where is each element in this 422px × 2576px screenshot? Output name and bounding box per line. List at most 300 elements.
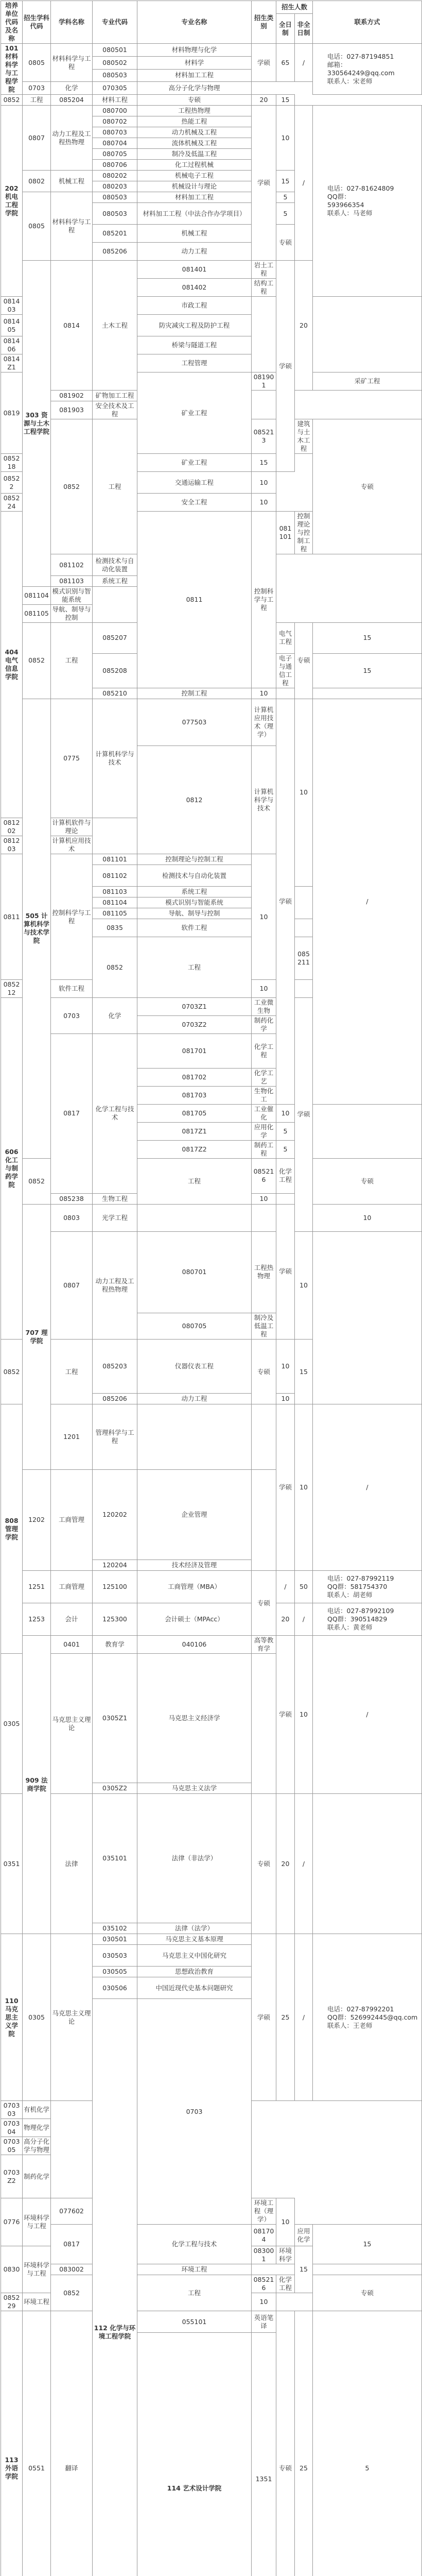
major-name-cell: 工业催化 — [252, 1105, 276, 1123]
discipline-name-cell: 控制科学与工程 — [252, 512, 276, 688]
full-time-cell: 20 — [252, 95, 276, 106]
major-name-cell: 材料加工工程 — [137, 192, 252, 203]
major-code-cell: 081102 — [51, 554, 93, 576]
major-code-cell: 081703 — [137, 1087, 252, 1105]
contact-line: 联系人：宋老师 — [327, 77, 420, 86]
category-cell: 专硕 — [276, 2311, 295, 2576]
discipline-code-cell: 0819 — [1, 372, 23, 454]
full-time-cell: 10 — [276, 1394, 295, 1404]
major-code-cell: 085212 — [1, 980, 23, 998]
part-time-cell: / — [313, 699, 422, 1105]
contact-cell — [313, 1571, 422, 1603]
major-name-cell: 材料物理与化学 — [137, 44, 252, 57]
discipline-name-cell: 工程 — [51, 1340, 93, 1404]
table-body — [1, 44, 422, 2576]
major-code-cell: 080502 — [93, 56, 137, 69]
major-code-cell: 085204 — [51, 95, 93, 106]
major-code-cell: 055101 — [137, 2311, 252, 2333]
major-code-cell: 081903 — [51, 401, 93, 419]
major-code-cell: 081406 — [1, 336, 23, 354]
major-code-cell: 035101 — [93, 1794, 137, 1923]
major-code-cell: 085207 — [93, 623, 137, 654]
full-time-cell: 10 — [276, 1340, 295, 1394]
contact-line: 330564249@qq.com — [327, 69, 420, 77]
major-code-cell: 120202 — [93, 1469, 137, 1560]
discipline-code-cell: 1201 — [51, 1404, 93, 1469]
header-enrollment: 招生人数 — [276, 1, 313, 14]
part-time-cell: 5 — [313, 2311, 422, 2576]
major-name-cell: 英语笔译 — [252, 2311, 276, 2333]
major-name-cell: 中国近现代史基本问题研究 — [137, 1977, 252, 1999]
discipline-name-cell: 翻译 — [51, 2311, 93, 2576]
major-code-cell: 080501 — [93, 44, 137, 57]
major-code-cell: 077503 — [137, 699, 252, 746]
contact-line: 593966354 — [327, 201, 420, 209]
discipline-name-cell: 马克思主义理论 — [51, 1934, 93, 2101]
major-name-cell: 工程热物理 — [252, 1231, 276, 1313]
discipline-name-cell: 动力工程及工程热物理 — [51, 106, 93, 171]
category-cell: 学硕 — [276, 1204, 295, 1340]
contact-line: 电话：027-87992201 — [327, 2005, 420, 2013]
table-row — [1, 699, 422, 746]
full-time-cell: 10 — [252, 2293, 276, 2311]
unit-cell: 110 马克思主义学院 — [1, 1934, 23, 2101]
major-code-cell — [137, 1204, 252, 1231]
major-code-cell: 081202 — [1, 818, 23, 836]
major-name-cell: 化工过程机械 — [137, 160, 252, 171]
unit-cell: 909 法商学院 — [23, 1636, 51, 1934]
contact-line: QQ群： — [327, 193, 420, 201]
table-row — [1, 1231, 422, 1313]
table-row — [1, 1794, 422, 1923]
contact-line: QQ群：390514829 — [327, 1615, 420, 1623]
major-code-cell: 081701 — [137, 1034, 252, 1069]
category-cell: 学硕 — [252, 106, 276, 261]
discipline-code-cell: 0814 — [51, 261, 93, 391]
part-time-cell: / — [295, 1934, 313, 2101]
part-time-cell: 15 — [276, 95, 295, 106]
discipline-code-cell: 0852 — [93, 937, 137, 998]
major-code-cell: 0703Z2 — [137, 1016, 252, 1034]
contact-line: 联系人：胡老师 — [327, 1591, 420, 1599]
full-time-cell: / — [276, 1571, 295, 1603]
contact-line: 电话：027-87992109 — [327, 1607, 420, 1615]
major-name-cell: 企业管理 — [137, 1469, 252, 1560]
major-code-cell: 035102 — [93, 1923, 137, 1934]
discipline-code-cell: 0835 — [93, 919, 137, 937]
major-name-cell — [252, 1204, 276, 1231]
major-code-cell: 081103 — [93, 887, 137, 897]
category-cell: 学硕 — [276, 1404, 295, 1571]
major-name-cell: 马克思主义中国化研究 — [137, 1945, 252, 1967]
major-name-cell: 生物化工 — [252, 1087, 276, 1105]
discipline-name-cell: 化学工程与技术 — [93, 1034, 137, 1194]
category-cell: 学硕 — [276, 699, 295, 1105]
major-code-cell: 081705 — [137, 1105, 252, 1123]
major-name-cell: 制药化学 — [23, 2155, 51, 2198]
part-time-cell: / — [295, 106, 313, 261]
major-code-cell: 040106 — [137, 1636, 252, 1654]
major-code-cell: 080702 — [93, 116, 137, 127]
full-time-cell: 10 — [252, 494, 276, 512]
major-name-cell: 模式识别与智能系统 — [51, 587, 93, 605]
discipline-name-cell: 化学 — [51, 82, 93, 95]
contact-cell — [313, 1934, 422, 2101]
table-row — [1, 1603, 422, 1636]
major-code-cell: 085229 — [1, 2293, 23, 2311]
major-code-cell: 080203 — [93, 181, 137, 192]
contact-line: 电话：027-81624809 — [327, 184, 420, 193]
major-code-cell: 0703Z2 — [1, 2155, 23, 2198]
discipline-code-cell: 0775 — [51, 699, 93, 818]
major-code-cell: 085218 — [1, 454, 23, 472]
table-row — [1, 1404, 422, 1469]
major-name-cell: 工程管理 — [137, 354, 252, 372]
major-name-cell: 电气工程 — [276, 623, 295, 654]
major-name-cell: 检测技术与自动化装置 — [137, 865, 252, 887]
major-name-cell: 思想政治教育 — [137, 1967, 252, 1977]
major-code-cell: 081702 — [137, 1069, 252, 1087]
major-name-cell: 安全技术及工程 — [93, 401, 137, 419]
major-name-cell: 采矿工程 — [313, 372, 422, 391]
major-code-cell: 085216 — [252, 1159, 276, 1193]
major-name-cell: 计算机软件与理论 — [51, 818, 93, 836]
contact-line: 电话：027-87992119 — [327, 1574, 420, 1583]
major-code-cell: 080503 — [93, 69, 137, 82]
part-time-cell: / — [295, 1794, 313, 1934]
major-code-cell: 085203 — [93, 1340, 137, 1394]
discipline-name-cell: 工程 — [137, 2275, 252, 2311]
major-code-cell: 030505 — [93, 1967, 137, 1977]
major-name-cell: 马克思主义法学 — [137, 1783, 252, 1794]
full-time-cell: 65 — [276, 44, 295, 82]
major-code-cell: 081405 — [1, 315, 23, 336]
discipline-code-cell: 0703 — [51, 998, 93, 1034]
major-code-cell: 0817Z2 — [137, 1141, 252, 1159]
major-code-cell: 080700 — [93, 106, 137, 116]
major-name-cell: 动力工程 — [137, 1394, 252, 1404]
major-code-cell: 085224 — [1, 494, 23, 512]
major-name-cell: 化学工程 — [252, 1034, 276, 1069]
contact-line: QQ群：581754370 — [327, 1583, 420, 1591]
major-name-cell: 高等教育学 — [252, 1636, 276, 1654]
discipline-code-cell: 1251 — [23, 1571, 51, 1603]
contact-cell — [313, 106, 422, 297]
part-time-cell: 15 — [295, 1340, 313, 1404]
discipline-code-cell: 0817 — [51, 2225, 93, 2264]
full-time-cell: 10 — [276, 1105, 295, 1123]
full-time-cell: 10 — [295, 699, 313, 886]
table-row — [1, 1636, 422, 1654]
full-time-cell: 20 — [276, 1603, 295, 1636]
major-code-cell: 081901 — [252, 372, 276, 391]
discipline-name-cell: 工程 — [51, 623, 93, 699]
major-code-cell: 081101 — [276, 512, 295, 554]
major-code-cell: 081402 — [137, 279, 252, 297]
major-name-cell: 生物工程 — [93, 1193, 137, 1204]
full-time-cell: 10 — [252, 472, 276, 494]
major-code-cell: 083001 — [252, 2246, 276, 2264]
discipline-name-cell: 动力工程及工程热物理 — [93, 1231, 137, 1339]
unit-cell: 303 资源与土木工程学院 — [23, 261, 51, 587]
discipline-name-cell: 工程 — [137, 937, 252, 998]
major-name-cell: 制药工程 — [252, 1141, 276, 1159]
contact-line: 电话：027-87194851 — [327, 53, 420, 61]
part-time-cell: / — [313, 1636, 422, 1794]
major-name-cell: 控制理论与控制工程 — [137, 854, 252, 865]
discipline-code-cell: 0852 — [1, 1340, 23, 1404]
major-code-cell: 081104 — [93, 897, 137, 908]
full-time-cell: 15 — [276, 171, 295, 192]
major-name-cell: 化学工艺 — [252, 1069, 276, 1087]
table-row — [1, 2225, 422, 2246]
header-contact: 联系方式 — [313, 1, 422, 44]
category-cell: 专硕 — [137, 95, 252, 106]
major-name-cell: 环境工程 — [23, 2293, 51, 2311]
major-name-cell — [252, 1404, 276, 1469]
major-name-cell: 结构工程 — [252, 279, 276, 297]
table-row — [1, 1204, 422, 1231]
major-code-cell: 081401 — [137, 261, 252, 279]
major-name-cell: 软件工程 — [51, 980, 93, 998]
major-code-cell: 081101 — [93, 854, 137, 865]
category-cell: 专硕 — [252, 1340, 276, 1404]
discipline-name-cell: 光学工程 — [93, 1204, 137, 1231]
discipline-code-cell: 0852 — [23, 623, 51, 699]
header-category: 招生类别 — [252, 1, 276, 44]
major-name-cell: 环境科学 — [276, 2246, 295, 2264]
major-name-cell: 法律（非法学） — [137, 1794, 252, 1923]
major-code-cell: 083002 — [51, 2264, 93, 2275]
discipline-code-cell: 0852 — [23, 1159, 51, 1204]
discipline-name-cell: 计算机科学与技术 — [252, 746, 276, 854]
full-time-cell: 5 — [276, 192, 295, 203]
major-code-cell: 080706 — [93, 160, 137, 171]
unit-cell: 112 化学与环境工程学院 — [93, 1999, 137, 2576]
discipline-name-cell: 环境科学与工程 — [23, 2246, 51, 2293]
major-code-cell: 081105 — [93, 908, 137, 919]
discipline-name-cell: 管理科学与工程 — [93, 1404, 137, 1469]
discipline-code-cell: 1253 — [23, 1603, 51, 1636]
major-code-cell: 080503 — [93, 192, 137, 203]
full-time-cell: 10 — [276, 106, 295, 171]
major-code-cell: 0305Z1 — [93, 1654, 137, 1783]
major-code-cell: 081704 — [252, 2225, 276, 2246]
table-row — [1, 2275, 422, 2293]
major-name-cell: 材料加工工程（中法合作办学项目） — [137, 203, 252, 225]
full-time-cell: 15 — [295, 2246, 313, 2293]
discipline-code-cell: 0703 — [23, 82, 51, 95]
table-row — [1, 95, 422, 106]
discipline-code-cell: 0807 — [23, 106, 51, 171]
major-name-cell: 热能工程 — [137, 116, 252, 127]
header-row — [1, 1, 422, 14]
major-code-cell: 120204 — [93, 1560, 137, 1571]
major-name-cell: 流体机械及工程 — [137, 138, 252, 149]
major-code-cell: 081104 — [23, 587, 51, 605]
discipline-name-cell: 化学工程与技术 — [137, 2225, 252, 2264]
unit-cell: 202 机电工程学院 — [1, 106, 23, 297]
major-code-cell: 085206 — [93, 1394, 137, 1404]
table-row — [1, 1340, 422, 1394]
discipline-name-cell: 矿业工程 — [137, 372, 252, 454]
contact-cell — [313, 1603, 422, 1636]
major-code-cell: 080704 — [93, 138, 137, 149]
category-cell: 专硕 — [252, 1571, 276, 1636]
major-name-cell: 仪器仪表工程 — [137, 1340, 252, 1394]
discipline-name-cell: 材料科学与工程 — [51, 44, 93, 82]
full-time-cell: 10 — [252, 854, 276, 980]
major-name-cell: 技术经济及管理 — [137, 1560, 252, 1571]
discipline-code-cell: 0305 — [23, 1934, 51, 2101]
major-code-cell: 085210 — [93, 688, 137, 699]
contact-line: 联系人：马老师 — [327, 209, 420, 217]
category-cell: 专硕 — [276, 225, 295, 261]
major-code-cell — [137, 1404, 252, 1469]
header-discipline-name: 学科名称 — [51, 1, 93, 44]
discipline-name-cell: 计算机科学与技术 — [93, 699, 137, 818]
discipline-code-cell: 0830 — [1, 2246, 23, 2293]
discipline-code-cell: 0351 — [1, 1794, 23, 1934]
discipline-name-cell: 马克思主义理论 — [51, 1654, 93, 1794]
full-time-cell: 20 — [295, 261, 313, 391]
category-cell: 专硕 — [252, 1794, 276, 1934]
category-cell: 专硕 — [313, 1159, 422, 1204]
full-time-cell: 10 — [252, 980, 276, 998]
discipline-name-cell: 材料科学与工程 — [51, 192, 93, 261]
major-name-cell: 马克思主义基本原理 — [137, 1934, 252, 1945]
discipline-name-cell: 化学 — [93, 998, 137, 1034]
major-name-cell: 动力工程 — [137, 243, 252, 261]
major-name-cell: 制冷及低温工程 — [252, 1313, 276, 1340]
major-name-cell: 环境工程（理学） — [252, 2198, 276, 2225]
header-unit: 培养单位代码及名称 — [1, 1, 23, 44]
unit-cell: 505 计算机科学与技术学院 — [23, 699, 51, 1159]
major-name-cell: 电子与通信工程 — [276, 653, 295, 688]
major-name-cell: 导航、制导与控制 — [51, 605, 93, 623]
major-name-cell: 材料工程 — [93, 95, 137, 106]
discipline-code-cell: 0852 — [1, 95, 23, 106]
header-full-time: 全日制 — [276, 14, 295, 44]
category-cell: 学硕 — [252, 1934, 276, 2101]
discipline-name-cell: 软件工程 — [137, 919, 252, 937]
unit-cell: 114 艺术设计学院 — [137, 2333, 252, 2576]
discipline-code-cell: 0852 — [51, 2275, 93, 2311]
full-time-cell: 15 — [252, 454, 276, 472]
major-code-cell: 080705 — [137, 1313, 252, 1340]
discipline-code-cell: 0551 — [23, 2311, 51, 2576]
discipline-code-cell: 0703 — [137, 1999, 252, 2225]
table-row — [1, 1934, 422, 1945]
part-time-cell: 50 — [295, 1571, 313, 1603]
contact-cell — [313, 44, 422, 95]
major-code-cell: 030501 — [93, 1934, 137, 1945]
full-time-cell: 25 — [276, 1934, 295, 2101]
full-time-cell: 10 — [295, 1404, 313, 1571]
enrollment-table — [1, 1, 422, 2576]
full-time-cell: 5 — [276, 1141, 295, 1159]
discipline-name-cell: 工程 — [93, 419, 137, 554]
major-code-cell: 070305 — [1, 2137, 23, 2155]
discipline-code-cell: 0807 — [51, 1231, 93, 1339]
major-code-cell: 085216 — [252, 2275, 276, 2293]
category-cell: 学硕 — [295, 998, 313, 1232]
discipline-name-cell: 法律 — [51, 1794, 93, 1934]
discipline-name-cell: 工程 — [137, 1159, 252, 1204]
discipline-name-cell: 工商管理 — [51, 1571, 93, 1603]
major-code-cell: 085201 — [93, 225, 137, 243]
discipline-name-cell: 工商管理 — [51, 1469, 93, 1571]
major-name-cell: 检测技术与自动化装置 — [93, 554, 137, 576]
major-name-cell: 会计硕士（MPAcc） — [137, 1603, 252, 1636]
major-code-cell: 081902 — [51, 391, 93, 401]
discipline-code-cell: 0776 — [1, 2198, 23, 2246]
major-name-cell: 高分子化学与物理 — [137, 82, 252, 95]
contact-line: 联系人：王老师 — [327, 2022, 420, 2030]
major-code-cell: 080503 — [93, 203, 137, 225]
major-code-cell: 0703Z1 — [137, 998, 252, 1016]
major-name-cell: 动力机械及工程 — [137, 127, 252, 138]
table-row — [1, 106, 422, 116]
major-code-cell: 125100 — [93, 1571, 137, 1603]
major-code-cell: 081102 — [93, 865, 137, 887]
category-cell: 专硕 — [295, 623, 313, 699]
category-cell: 专硕 — [313, 2275, 422, 2311]
category-cell: 学硕 — [252, 44, 276, 82]
discipline-code-cell: 0805 — [23, 44, 51, 82]
major-name-cell: 控制工程 — [137, 688, 252, 699]
discipline-name-cell: 土木工程 — [93, 261, 137, 391]
header-part-time: 非全日制 — [295, 14, 313, 44]
major-name-cell: 工业微生物 — [252, 998, 276, 1016]
major-name-cell: 计算机应用技术（理学） — [252, 699, 276, 746]
header-discipline-code: 招生学科代码 — [23, 1, 51, 44]
table-row — [1, 44, 422, 57]
major-code-cell: 085206 — [93, 243, 137, 261]
major-name-cell: 岩土工程 — [252, 261, 276, 279]
contact-line: 邮箱： — [327, 61, 420, 69]
major-name-cell: 交通运输工程 — [137, 472, 252, 494]
discipline-code-cell: 0811 — [137, 512, 252, 688]
category-cell: 专硕 — [313, 419, 422, 554]
major-code-cell: 080701 — [137, 1231, 252, 1313]
major-name-cell: 工商管理（MBA） — [137, 1571, 252, 1603]
contact-line: 联系人：黄老师 — [327, 1623, 420, 1632]
full-time-cell: 15 — [313, 2225, 422, 2264]
major-name-cell: 化学工程 — [276, 2275, 295, 2293]
major-name-cell: 制冷及低温工程 — [137, 149, 252, 160]
major-code-cell: 070303 — [1, 2101, 23, 2119]
major-name-cell: 安全工程 — [137, 494, 252, 512]
major-code-cell: 0817Z1 — [137, 1123, 252, 1141]
major-code-cell: 030506 — [93, 1977, 137, 1999]
discipline-code-cell: 0803 — [51, 1204, 93, 1231]
full-time-cell: 15 — [313, 623, 422, 654]
full-time-cell: 25 — [295, 2311, 313, 2576]
contact-line: QQ群：526992445@qq.com — [327, 2013, 420, 2022]
major-name-cell: 环境工程 — [137, 2264, 252, 2275]
major-code-cell: 080703 — [93, 127, 137, 138]
major-code-cell: 0814Z1 — [1, 354, 23, 372]
discipline-code-cell: 0305 — [1, 1654, 23, 1794]
table-row — [1, 2311, 422, 2333]
discipline-name-cell: 工程 — [23, 95, 51, 106]
major-code-cell: 070304 — [1, 2119, 23, 2137]
unit-cell: 707 理学院 — [23, 1204, 51, 1469]
major-code-cell: 081103 — [51, 576, 93, 587]
full-time-cell: 10 — [276, 2198, 295, 2246]
major-code-cell: 081105 — [23, 605, 51, 623]
